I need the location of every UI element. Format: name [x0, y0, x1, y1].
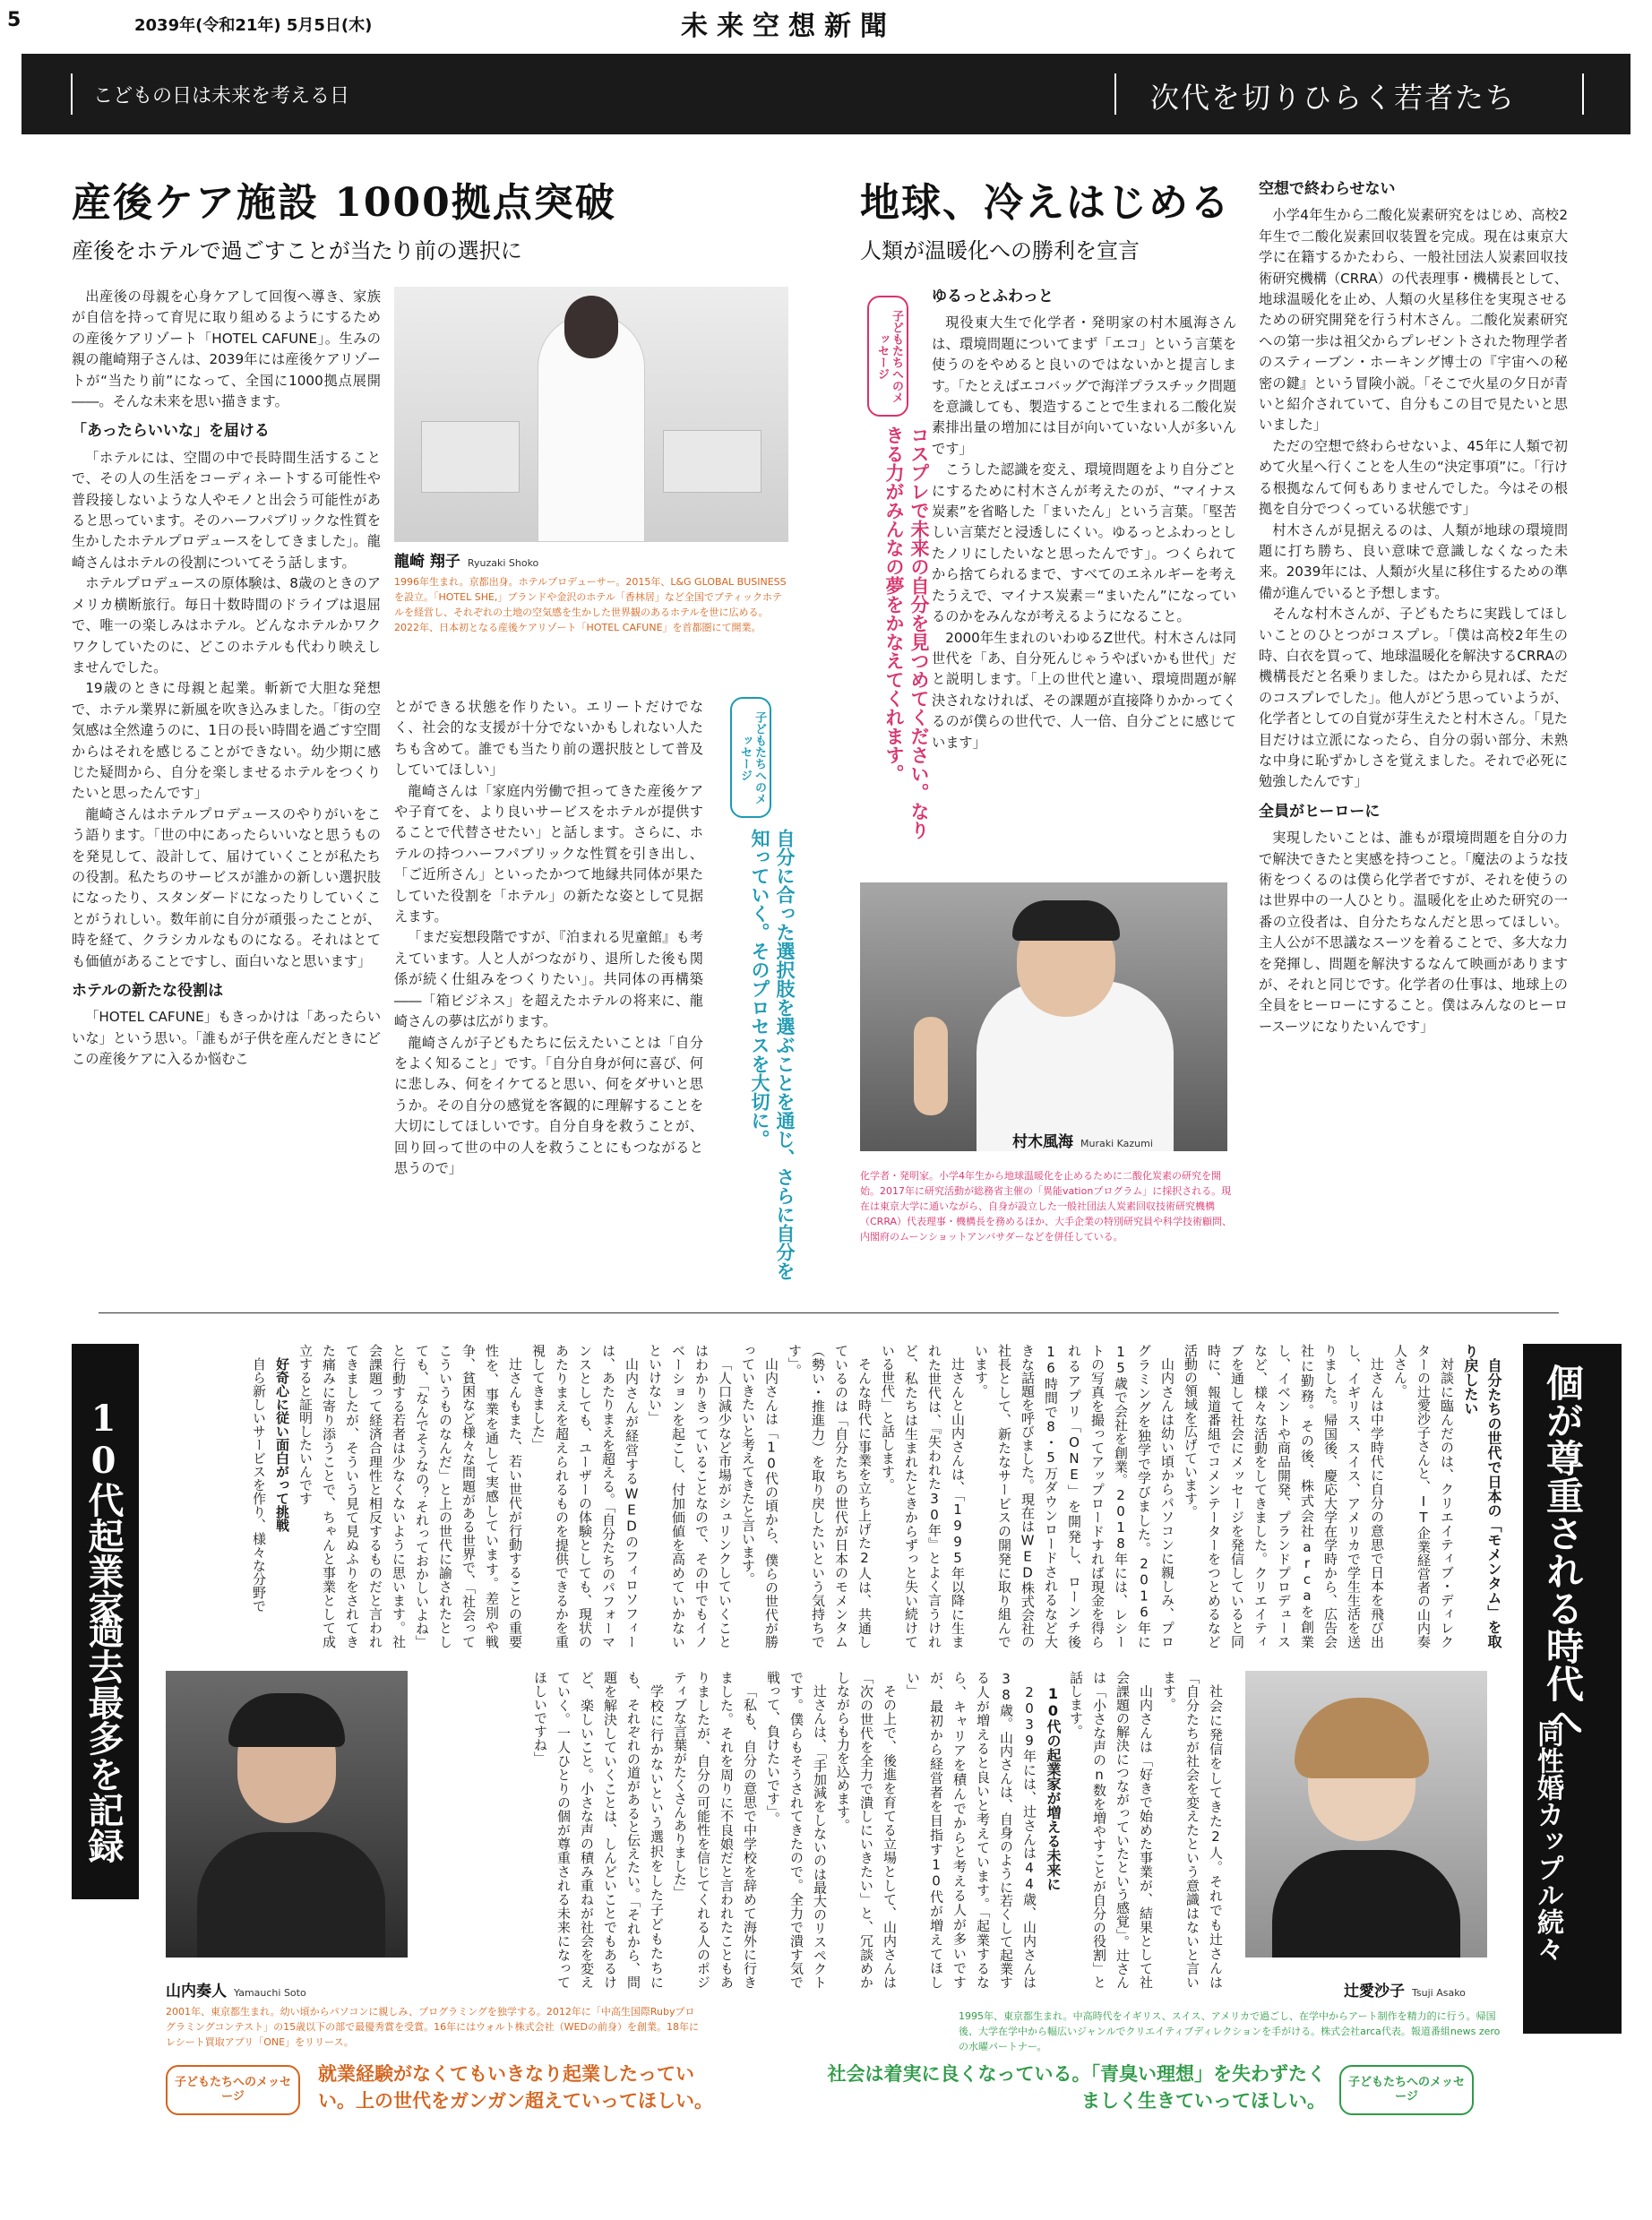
paragraph: 実現したいことは、誰もが環境問題を自分の力で解決できたと実感を持つこと。「魔法のような技術をつくるのは僕ら化学者ですが、それを使うのは世界中の一人ひとり。温暖化を止めた研究の一番の立役者は、自分たちなんだと思ってほしい。主人公が不思議なスーツを着ることで、多大な力を発揮し、問題を解決するなんて映画がありますが、それと同じです。化学者の仕事は、地球上の全員をヒーローにすること。僕はみんなのヒーロースーツになりたいんです」 — [1259, 830, 1568, 1035]
children-message: 就業経験がなくてもいきなり起業したっていい。上の世代をガンガン超えていってほしい。 — [318, 2063, 713, 2112]
paragraph: 小学4年生から二酸化炭素研究をはじめ、高校2年生で二酸化炭素回収装置を完成。現在は東京大学に在籍するかたわら、一般社団法人炭素回収技術研究機構（CRRA）の代表理事・機構長として、地球温暖化を止め、人類の火星移住を実現させるための研究開発を行う村木さん。二酸化炭素研究への第一歩は祖父からプレゼントされた物理学者のスティーブン・ホーキング博士の『宇宙への秘密の鍵』という冒険小説。「そこで火星の夕日が青いと紹介されていて、自分もこの目で見たいと思いました」 — [1259, 207, 1568, 434]
person-romaji: Ryuzaki Shoko — [467, 557, 539, 569]
article-climate — [842, 134, 1630, 1290]
paragraph: 龍崎さんが子どもたちに伝えたいことは「自分をよく知ること」です。「自分自身が何に喜び、何に悲しみ、何をイケてると思い、何をダサいと思うか。その自分の感覚を客観的に理解することを大切にしてほしいです。自分自身を救うことが、回り回って世の中の人を救うことにもつながると思うので」 — [394, 1034, 703, 1176]
article-subhead: 産後をホテルで過ごすことが当たり前の選択に — [72, 238, 522, 263]
paragraph: ホテルプロデュースの原体験は、8歳のときのアメリカ横断旅行。毎日十数時間のドライブは退屈で、唯一の楽しみはホテル。どんなホテルかワクワクしていたのに、どこのホテルも代わり映えしませんでした。 — [72, 575, 381, 675]
subheading: ゆるっとふわっと — [932, 288, 1054, 305]
paragraph: そんな村木さんが、子どもたちに実践してほしいことのひとつがコスプレ。「僕は高校2年生の時、白衣を買って、地球温暖化を解決するCRRAの機構長だと名乗りました。はたから見れば、ただのコスプレでした」。他人がどう思っていようが、化学者としての自覚が芽生えたと村木さん。「見た目だけは立派になったら、自分の弱い部分、未熟な中身に恥ずかしさを覚えました。それで必死に勉強したんです」 — [1259, 606, 1568, 790]
article-young-founders — [0, 1335, 1652, 2213]
person-name: 辻愛沙子 — [1344, 1983, 1405, 2001]
paragraph: 2039年には、辻さんは44歳、山内さんは38歳。山内さんは、自身のように若くして起業する人が増えると良いと考えています。「起業するなら、キャリアを積んでからと考える人が多いですが、最初から経営者を目指す10代が増えてほしい」 — [905, 1671, 1037, 1989]
subheading: 空想で終わらせない — [1259, 180, 1396, 198]
vertical-heading: 好奇心に従い面白がって挑戦 — [274, 1357, 290, 1532]
paragraph: 19歳のときに母親と起業。斬新で大胆な発想で、ホテル業界に新風を吹き込みました。「街の空気感は全然違うのに、1日の長い時間を過ごす空間からはそれを感じることができない。幼少期に感じた疑問から、自分を楽しませるホテルをつくりたいと思ったんです」 — [72, 680, 381, 802]
column-1 — [932, 287, 1236, 869]
photo-caption — [1012, 1129, 1227, 1151]
paragraph: 自ら新しいサービスを作り、様々な分野で — [251, 1357, 267, 1613]
photo-caption — [166, 1978, 703, 2050]
person-bio: 化学者・発明家。小学4年生から地球温暖化を止めるために二酸化炭素の研究を開始。2017年に研究活動が総務省主催の「異能vationプログラム」に採択される。現在は東京大学に通いながら、自身が設立した一般社団法人炭素回収技術研究機構（CRRA）代表理事・機構長を務めるほか、大手企業の特別研究員や科学技術顧問、内閣府のムーンショットアンバサダーなどを併任している。 — [860, 1170, 1233, 1243]
person-romaji: Muraki Kazumi — [1080, 1138, 1153, 1149]
person-name: 龍崎 翔子 — [394, 553, 460, 571]
article-headline: 個が尊重される時代へ — [1541, 1364, 1585, 1740]
section-banner — [22, 54, 1630, 134]
subheading: 「あったらいいな」を届ける — [72, 422, 270, 441]
portrait-photo — [860, 882, 1227, 1151]
article-subheadline: 同性婚カップル続々 — [1532, 1720, 1563, 1962]
article-hotel — [0, 134, 842, 1290]
paragraph: 辻さんは中学時代に自分の意思で日本を飛び出し、イギリス、スイス、アメリカで学生生活を送りました。帰国後、慶応大学在学時から、広告会社に勤務。その後、株式会社arcaを創業し、イベントや商品開発、プランドプロデュースなど、様々な活動をしてきました。クリエイティブを通して社会にメッセージを発信していると同時に、報道番組でコメンテーターをつとめるなど活動の領域を広げています。 — [1183, 1344, 1385, 1648]
paragraph: とができる状態を作りたい。エリートだけでなく、社会的な支援が十分でないかもしれない人たちも含めて。誰でも当たり前の選択肢として普及していてほしい」 — [394, 699, 703, 779]
paragraph: 現役東大生で化学者・発明家の村木風海さんは、環境問題についてまず「エコ」という言葉を使うのをやめると良いのではないかと提言します。「たとえばエコバッグで海洋プラスチック問題を意識しても、製造することで生まれる二酸化炭素排出量の増加には目が向いていない人が多いんです」 — [932, 314, 1236, 457]
article-subhead: 人類が温暖化への勝利を宣言 — [860, 238, 1140, 263]
subheading: 全員がヒーローに — [1259, 802, 1381, 821]
paragraph: 辻さんと山内さんは、「1995年以降に生まれた世代は、『失われた30年』とよく言うけれど、私たちは生まれたときからずっと失い続けている世代」と話します。 — [880, 1344, 966, 1648]
portrait-photo — [166, 1671, 408, 1958]
person-bio: 1996年生まれ。京都出身。ホテルプロデューサー。2015年、L&G GLOBAL BUSINESSを設立。「HOTEL SHE,」ブランドや金沢のホテル「香林居」など全国でブティックホテルを経営し、それぞれの土地の空気感を生かした世界観のあるホテルを世に広める。2022年、日本初となる産後ケアリゾート「HOTEL CAFUNE」を首都圏にて開業。 — [394, 576, 787, 633]
paragraph: 2000年生まれのいわゆるZ世代。村木さんは同世代を「あ、自分死んじゃうやばいかも世代」だと説明します。「上の世代と違い、環境問題が解決されなければ、その課題が直接降りかかってくるのが僕らの世代で、人一倍、自分ごとに感じています」 — [932, 629, 1236, 751]
paragraph: 龍崎さんはホテルプロデュースのやりがいをこう語ります。「世の中にあったらいいなと思うものを発見して、設計して、届けていくことが私たちの役割。私たちのサービスが誰かの新しい選択肢になったり、スタンダードになったりしていくことがうれしい。数年前に自分が頑張ったことが、時を経て、クラシカルなものになる。それはとても価値があることですし、面白いなと思います」 — [72, 805, 381, 969]
photo-caption — [394, 548, 788, 635]
headline-block — [72, 1344, 139, 1899]
article-headline: 産後ケア施設 1000拠点突破 — [72, 180, 616, 226]
message-label: 子どもたちへのメッセージ — [730, 697, 771, 818]
children-message: コスプレで未来の自分を見つめてください。なりきる力がみんなの夢をかなえてくれます。 — [883, 426, 930, 839]
paragraph: 山内さんは「好きで始めた事業が、結果として社会課題の解決につながっていたという感覚」。辻さんは「小さな声のn数を増やすことが自分の役割」と話します。 — [1068, 1671, 1154, 1989]
paragraph: その上で、後進を育てる立場として、山内さんは「次の世代を全力で潰しにいきたい」と、冗談めかしながらも力を込めます。 — [835, 1671, 898, 1989]
section-divider — [99, 1312, 1559, 1313]
vertical-body-bottom — [421, 1671, 1227, 1989]
page-number: 5 — [7, 9, 22, 31]
paragraph: 「HOTEL CAFUNE」もきっかけは「あったらいいな」という思い。「誰もが子供を産んだときにどこの産後ケアに入るか悩むこ — [72, 1009, 381, 1068]
person-bio: 1995年、東京都生まれ。中高時代をイギリス、スイス、アメリカで過ごし、在学中からアート制作を精力的に行う。帰国後、大学在学中から幅広いジャンルでクリエイティブディレクションを手がける。株式会社arca代表。報道番組news zeroの水曜パートナー。 — [959, 2010, 1501, 2052]
paragraph: そんな時代に事業を立ち上げた2人は、共通しているのは「自分たちの世代が日本のモメンタム（勢い・推進力）を取り戻したいという気持ちです」。 — [787, 1344, 873, 1648]
article-headline: 10代起業家 — [82, 1398, 125, 1625]
paragraph: ただの空想で終わらせないよ、45年に人類で初めて火星へ行くことを人生の“決定事項”に。「行ける根拠なんて何もありませんでした。今はその根拠を自分でつくっている状態です」 — [1259, 437, 1568, 518]
masthead — [0, 0, 1652, 45]
paragraph: 山内さんが経営するWEDのフィロソフィーは、あたりまえを超える。「自分たちのパフォーマンスとしても、ユーザーの体験としても、現状のあたりまえを超えられるものを提供できるかを重視してきました」 — [530, 1344, 640, 1648]
vertical-heading: 自分たちの世代で日本の「モメンタム」を取り戻したい — [1462, 1344, 1502, 1648]
newspaper-name: 未来空想新聞 — [681, 11, 896, 42]
paragraph: 龍崎さんは「家庭内労働で担ってきた産後ケアや子育てを、より良いサービスをホテルが提供することで代替させたい」と話します。さらに、ホテルの持つハーフパブリックな性質を引き出し、「ご近所さん」といったかつて地縁共同体が果たしていた役割を「ホテル」の新たな姿として見据えます。 — [394, 782, 703, 925]
article-headline: 過去最多を記録 — [82, 1613, 125, 1863]
person-romaji: Yamauchi Soto — [234, 1987, 306, 1999]
column-2 — [394, 697, 703, 1279]
message-label: 子どもたちへのメッセージ — [867, 296, 908, 417]
column-1 — [72, 287, 381, 1366]
person-name: 山内奏人 — [166, 1983, 227, 2001]
paragraph: 山内さんは「10代の頃から、僕らの世代が勝っていきたいと考えてきたと言います。 — [740, 1344, 779, 1648]
paragraph: 対談に臨んだのは、クリエイティブ・ディレクターの辻愛沙子さんと、IT企業経営者の山内奏人さん。 — [1392, 1344, 1455, 1648]
paragraph: 辻さんは、「手加減をしないのは最大のリスペクトです。僕らもそうされてきたので。全力で潰す気で戦って、負けたいです」。 — [765, 1671, 828, 1989]
paragraph: 「人口減少など市場がシュリンクしていくことはわかりきっていることなので、その中でもイノベーションを起こし、付加価値を高めていかないといけない」 — [647, 1344, 733, 1648]
vertical-body-top — [161, 1344, 1505, 1648]
person-romaji: Tsuji Asako — [1412, 1987, 1466, 1999]
vertical-heading: 10代の起業家が増える未来に — [1045, 1685, 1062, 1891]
lead-paragraph: 出産後の母親を心身ケアして回復へ導き、家族が自信を持って育児に取り組めるようにするための産後ケアリゾート「HOTEL CAFUNE」。生みの親の龍崎翔子さんは、2039年には産後ケアリゾートが“当たり前”になって、全国に1000拠点展開――。そんな未来を思い描きます。 — [72, 288, 381, 410]
banner-left-title: こどもの日は未来を考える日 — [93, 85, 350, 108]
column-2 — [1259, 179, 1568, 1250]
paragraph: 「まだ妄想段階ですが、『泊まれる児童館』も考えています。人と人がつながり、退所した後も関係が続く仕組みをつくりたい」。共同体の再構築――「箱ビジネス」を超えたホテルの将来に、龍崎さんの夢は広がります。 — [394, 929, 703, 1030]
article-headline: 地球、冷えはじめる — [860, 180, 1231, 226]
person-name: 村木風海 — [1012, 1133, 1073, 1151]
paragraph: 辻さんもまた、若い世代が行動することの重要性を、事業を通して実感しています。差別や戦争、貧困など様々な問題がある世界で、「社会ってこういうものなんだ」と上の世代に諭されたとしても、「なんでそうなの？それっておかしいよね」と行動する若者は少なくないように思います。社会課題って経済合理性と相反するものだと言われてきましたが、そういう見て見ぬふりをされてきた痛みに寄り添うことで、ちゃんと事業として成立すると証明したいんです — [297, 1344, 523, 1648]
paragraph: 「ホテルには、空間の中で長時間生活することで、その人の生活をコーディネートする可能性や普段接しないような人やモノと出会う可能性があると思っています。そのハーフパブリックな性質を生かしたホテルプロデュースをしてきました」。龍崎さんはホテルの役割についてそう話します。 — [72, 449, 381, 571]
children-message: 自分に合った選択肢を選ぶことを通じ、さらに自分を知っていく。そのプロセスを大切に。 — [749, 829, 796, 1280]
paragraph: 山内さんは幼い頃からパソコンに親しみ、プログラミングを独学で学びました。2016年に15歳で会社を創業。2018年には、レシートの写真を撮ってアップロードすれば現金を得られるアプリ「ONE」を開発し、ローンチ後16時間で8・5万ダウンロードされるなど大きな話題を呼びました。現在はWED株式会社の社長として、新たなサービスの開発に取り組んでいます。 — [973, 1344, 1175, 1648]
portrait-photo — [1245, 1671, 1487, 1958]
paragraph: 学校に行かないという選択をした子どもたちにも、それぞれの道があると伝えたい。「それから、問題を解決していくことは、しんどいことでもあるけど、楽しいこと。小さな声の積み重ねが社会を変えていく。一人ひとりの個が尊重される未来になってほしいですね」 — [532, 1671, 665, 1989]
children-message: 社会は着実に良くなっている。「青臭い理想」を失わずたくましく生きていってほしい。 — [827, 2063, 1326, 2112]
paragraph: 「私も、自分の意思で中学校を辞めて海外に行きました。それを周りに不良娘だと言われたこともありましたが、自分の可能性を信じてくれる人のポジティブな言葉がたくさんありました」 — [672, 1671, 758, 1989]
paragraph: 村木さんが見据えるのは、人類が地球の環境問題に打ち勝ち、良い意味で意識しなくなった未来。2039年には、人類が火星に移住するための準備が進んでいると予想します。 — [1259, 521, 1568, 601]
person-bio: 2001年、東京都生まれ。幼い頃からパソコンに親しみ、プログラミングを独学する。2012年に「中高生国際Rubyプログラミングコンテスト」の15歳以下の部で最優秀賞を受賞。16年にはウォルト株式会社（WEDの前身）を創業。18年にレシート買取アプリ「ONE」をリリース。 — [166, 2006, 699, 2048]
paragraph: こうした認識を変え、環境問題をより自分ごとにするために村木さんが考えたのが、“マイナス炭素”を省略した「まいたん」という言葉。「堅苦しい言葉だと浸透しにくい。ゆるっとふわっとしたノリにしたいなと思ったんです」。つくられてから捨てられるまで、すべてのエネルギーを考えたうえで、マイナス炭素＝“まいたん”になっているのかをみんなが考えるようになること。 — [932, 461, 1236, 625]
paragraph: 社会に発信をしてきた2人。それでも辻さんは「自分たちが社会を変えたという意識はないと言います。 — [1161, 1671, 1224, 1989]
photo-caption — [1344, 1978, 1523, 2001]
message-label: 子どもたちへのメッセージ — [1339, 2065, 1474, 2115]
issue-date: 2039年(令和21年) 5月5日(木) — [134, 16, 373, 35]
subheading: ホテルの新たな役割は — [72, 982, 224, 1000]
banner-right-title: 次代を切りひらく若者たち — [1150, 81, 1517, 115]
portrait-photo — [394, 287, 788, 542]
message-label: 子どもたちへのメッセージ — [166, 2065, 300, 2115]
